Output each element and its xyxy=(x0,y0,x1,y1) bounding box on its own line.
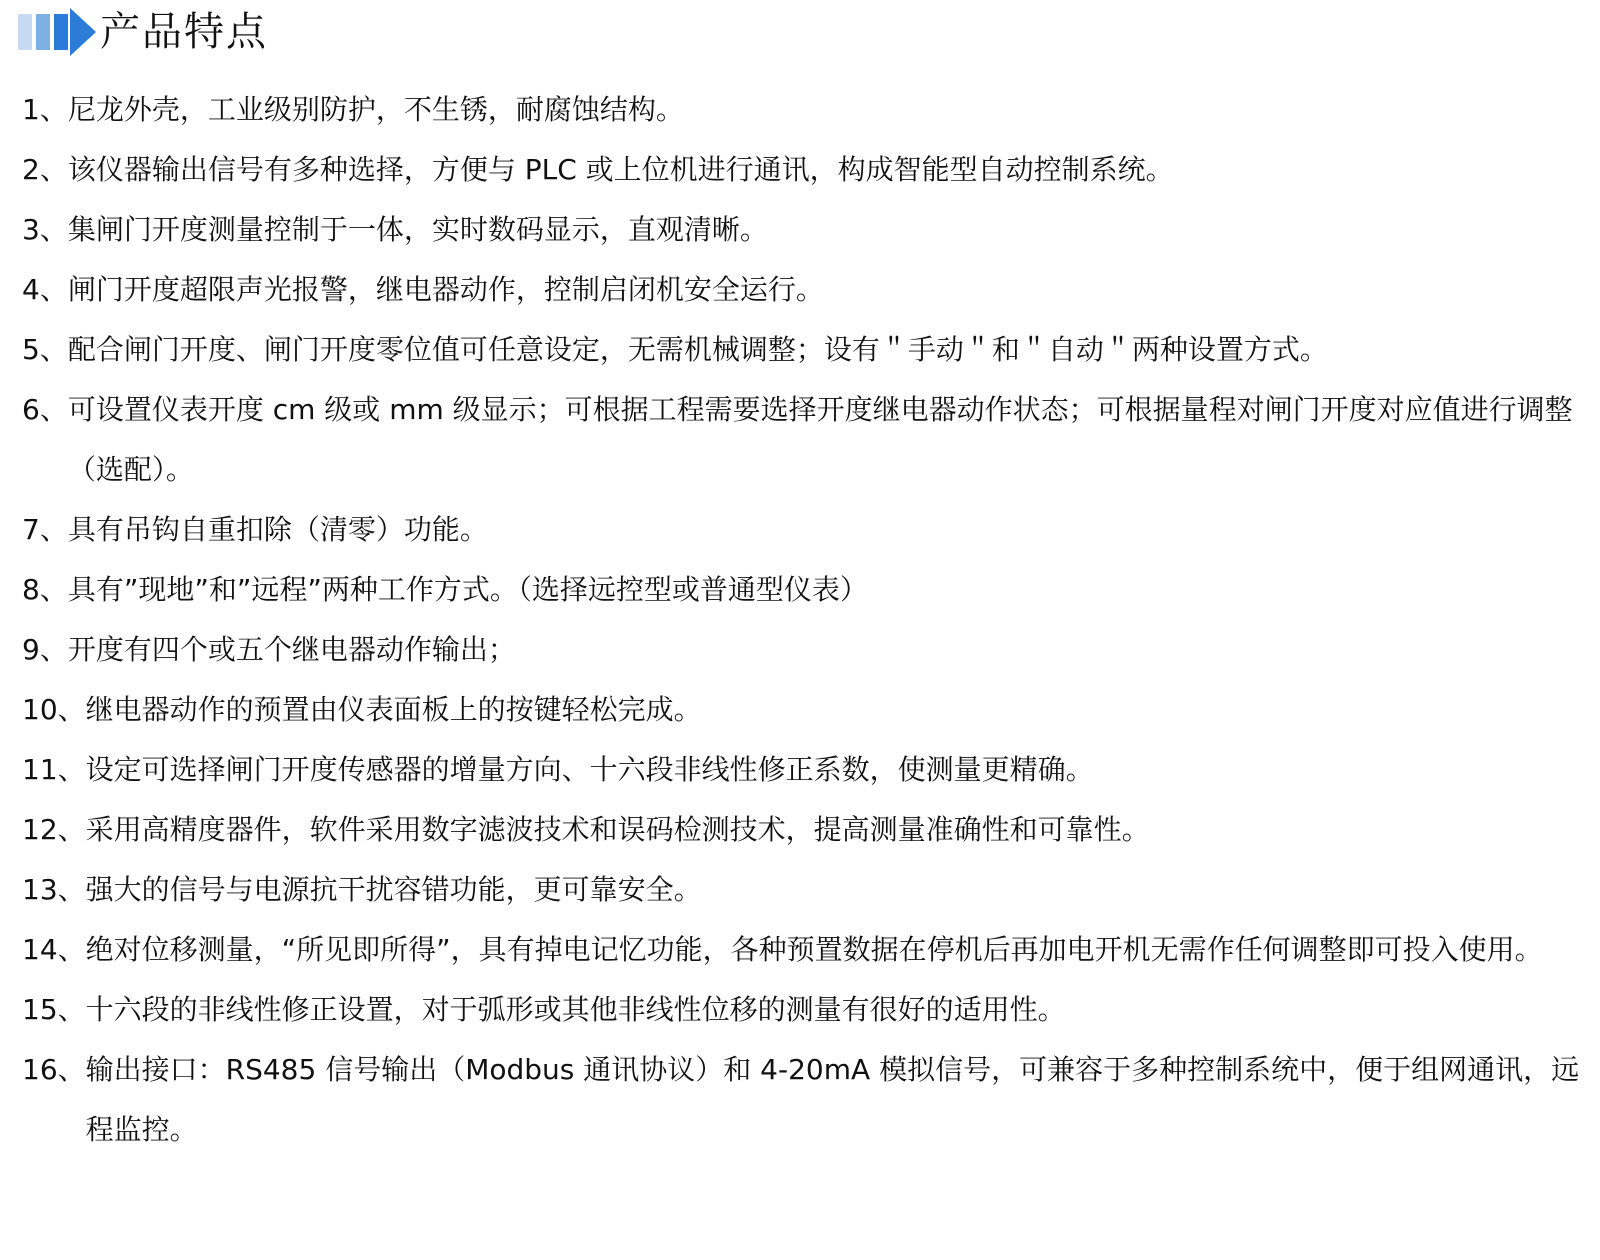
feature-item xyxy=(22,140,1582,200)
feature-text: 尼龙外壳，工业级别防护，不生锈，耐腐蚀结构。 xyxy=(67,93,684,126)
feature-text: 集闸门开度测量控制于一体，实时数码显示，直观清晰。 xyxy=(67,213,768,246)
feature-number: 16、 xyxy=(22,1053,86,1086)
feature-number: 3、 xyxy=(22,213,68,246)
feature-number: 12、 xyxy=(22,813,86,846)
feature-number: 13、 xyxy=(22,873,86,906)
feature-text: 闸门开度超限声光报警，继电器动作，控制启闭机安全运行。 xyxy=(67,273,824,306)
feature-text: 具有”现地”和”远程”两种工作方式。（选择远控型或普通型仪表） xyxy=(67,573,868,606)
feature-text: 采用高精度器件，软件采用数字滤波技术和误码检测技术，提高测量准确性和可靠性。 xyxy=(85,813,1150,846)
feature-number: 7、 xyxy=(22,513,68,546)
feature-item xyxy=(22,80,1582,140)
feature-text: 开度有四个或五个继电器动作输出； xyxy=(67,633,516,666)
feature-number: 9、 xyxy=(22,633,68,666)
feature-item xyxy=(22,380,1582,500)
feature-text: 配合闸门开度、闸门开度零位值可任意设定，无需机械调整；设有＂手动＂和＂自动＂两种设置方式。 xyxy=(67,333,1328,366)
feature-item xyxy=(22,500,1582,560)
section-title: 产品特点 xyxy=(100,9,268,55)
feature-number: 8、 xyxy=(22,573,68,606)
feature-number: 14、 xyxy=(22,933,86,966)
feature-number: 4、 xyxy=(22,273,68,306)
blue-arrow-bars-icon xyxy=(18,6,96,58)
feature-text: 该仪器输出信号有多种选择，方便与 PLC 或上位机进行通讯，构成智能型自动控制系统。 xyxy=(67,153,1174,186)
feature-number: 15、 xyxy=(22,993,86,1026)
feature-item xyxy=(22,620,1582,680)
section-header xyxy=(18,6,268,58)
feature-item xyxy=(22,1040,1582,1160)
feature-number: 1、 xyxy=(22,93,68,126)
feature-text: 输出接口：RS485 信号输出（Modbus 通讯协议）和 4-20mA 模拟信号，可兼容于多种控制系统中，便于组网通讯，远程监控。 xyxy=(85,1053,1580,1146)
feature-item xyxy=(22,860,1582,920)
feature-item xyxy=(22,920,1582,980)
feature-text: 设定可选择闸门开度传感器的增量方向、十六段非线性修正系数，使测量更精确。 xyxy=(85,753,1094,786)
feature-item xyxy=(22,200,1582,260)
feature-item xyxy=(22,800,1582,860)
feature-item xyxy=(22,740,1582,800)
feature-text: 绝对位移测量，“所见即所得”，具有掉电记忆功能，各种预置数据在停机后再加电开机无需作任何调整即可投入使用。 xyxy=(85,933,1543,966)
feature-text: 可设置仪表开度 cm 级或 mm 级显示；可根据工程需要选择开度继电器动作状态；可根据量程对闸门开度对应值进行调整（选配）。 xyxy=(67,393,1573,486)
feature-item xyxy=(22,980,1582,1040)
feature-item xyxy=(22,260,1582,320)
feature-number: 10、 xyxy=(22,693,86,726)
feature-item xyxy=(22,320,1582,380)
feature-text: 继电器动作的预置由仪表面板上的按键轻松完成。 xyxy=(85,693,702,726)
feature-item xyxy=(22,560,1582,620)
feature-number: 5、 xyxy=(22,333,68,366)
feature-number: 2、 xyxy=(22,153,68,186)
feature-text: 具有吊钩自重扣除（清零）功能。 xyxy=(67,513,488,546)
feature-item xyxy=(22,680,1582,740)
feature-number: 11、 xyxy=(22,753,86,786)
feature-number: 6、 xyxy=(22,393,68,426)
feature-text: 强大的信号与电源抗干扰容错功能，更可靠安全。 xyxy=(85,873,702,906)
feature-text: 十六段的非线性修正设置，对于弧形或其他非线性位移的测量有很好的适用性。 xyxy=(85,993,1066,1026)
feature-list xyxy=(22,80,1582,1160)
